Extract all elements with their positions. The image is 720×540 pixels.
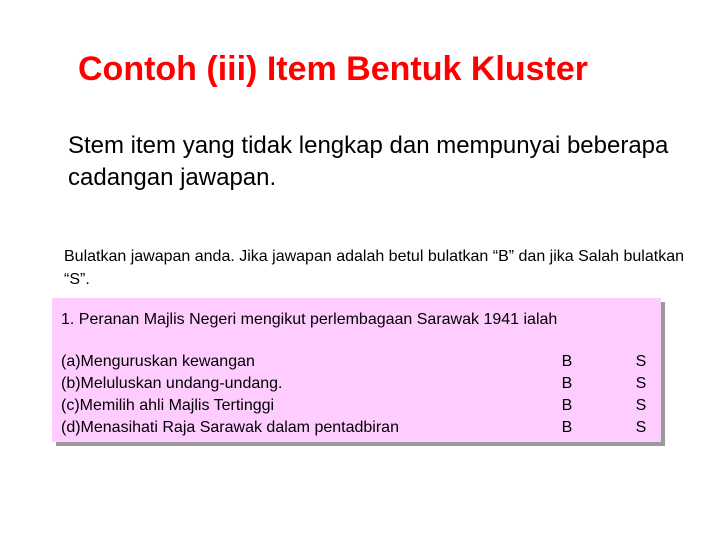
question-box xyxy=(52,298,661,442)
intro-text: Stem item yang tidak lengkap dan mempunyai beberapa cadangan jawapan. xyxy=(68,132,669,191)
option-d-true-mark[interactable]: B xyxy=(561,419,573,436)
option-d: (d)Menasihati Raja Sarawak dalam pentadbiran xyxy=(61,419,399,436)
option-d-false-mark[interactable]: S xyxy=(635,419,647,436)
option-c-true-mark[interactable]: B xyxy=(561,397,573,414)
option-b-false-mark[interactable]: S xyxy=(635,375,647,392)
option-a-false-mark[interactable]: S xyxy=(635,353,647,370)
option-b-true-mark[interactable]: B xyxy=(561,375,573,392)
instruction-text: Bulatkan jawapan anda. Jika jawapan adalah betul bulatkan “B” dan jika Salah bulatkan “S”. xyxy=(64,248,684,288)
slide-title: Contoh (iii) Item Bentuk Kluster xyxy=(78,50,588,88)
question-stem: 1. Peranan Majlis Negeri mengikut perlembagaan Sarawak 1941 ialah xyxy=(61,311,558,328)
option-c: (c)Memilih ahli Majlis Tertinggi xyxy=(61,397,275,414)
option-c-false-mark[interactable]: S xyxy=(635,397,647,414)
option-a-true-mark[interactable]: B xyxy=(561,353,573,370)
option-b: (b)Meluluskan undang-undang. xyxy=(61,375,283,392)
option-a: (a)Menguruskan kewangan xyxy=(61,353,255,370)
